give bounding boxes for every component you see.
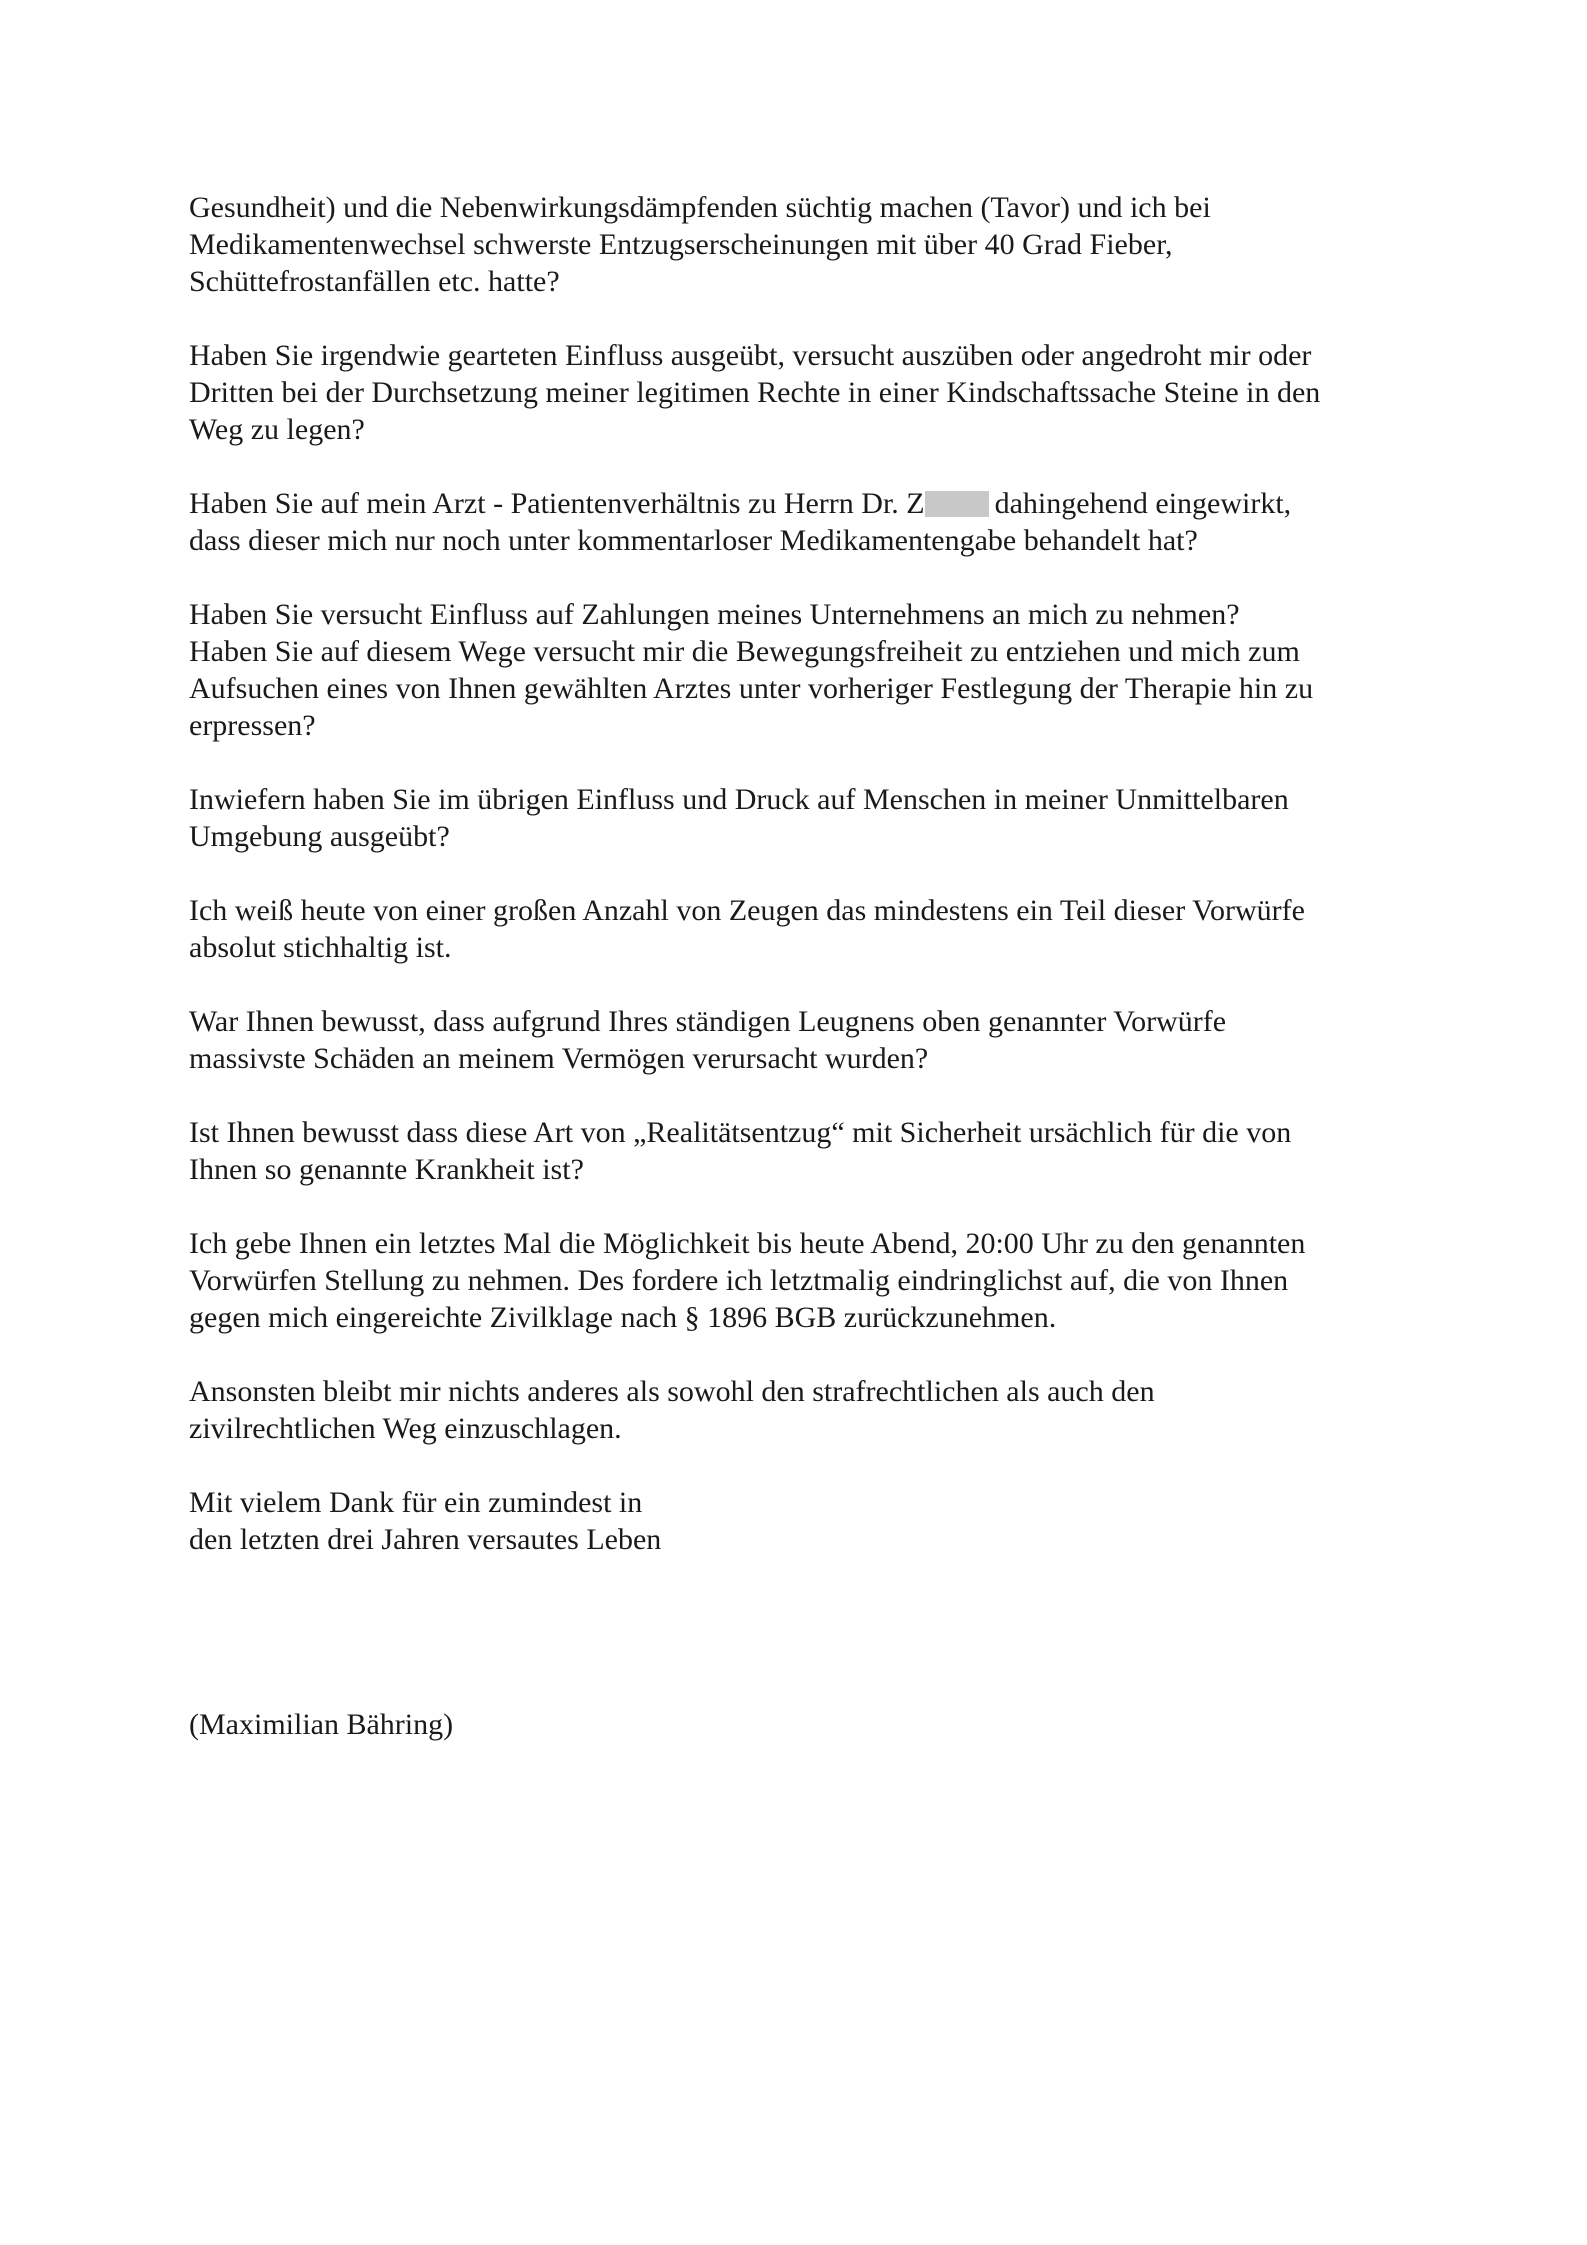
text-line: den letzten drei Jahren versautes Leben (189, 1523, 662, 1556)
text-line: Mit vielem Dank für ein zumindest in (189, 1486, 643, 1519)
text-line: Inwiefern haben Sie im übrigen Einfluss und Druck auf Menschen in meiner Unmittelbaren (189, 783, 1289, 816)
redaction-block (925, 491, 989, 517)
text-line: Aufsuchen eines von Ihnen gewählten Arztes unter vorheriger Festlegung der Therapie hin zu (189, 672, 1314, 705)
paragraph-deadline (189, 1225, 1419, 1336)
text-line: War Ihnen bewusst, dass aufgrund Ihres ständigen Leugnens oben genannter Vorwürfe (189, 1005, 1227, 1038)
signature-name (189, 1706, 1419, 1743)
paragraph-legal-action (189, 1373, 1419, 1447)
paragraph-side-effects (189, 189, 1419, 300)
text-line-with-redaction (189, 485, 1419, 522)
text-line: Ansonsten bleibt mir nichts anderes als sowohl den strafrechtlichen als auch den (189, 1375, 1155, 1408)
paragraph-damages (189, 1003, 1419, 1077)
closing-remark (189, 1484, 1419, 1558)
paragraph-pressure (189, 781, 1419, 855)
text-line: massivste Schäden an meinem Vermögen verursacht wurden? (189, 1042, 929, 1075)
letter-body (189, 189, 1419, 1780)
text-line: Gesundheit) und die Nebenwirkungsdämpfenden süchtig machen (Tavor) und ich bei (189, 191, 1211, 224)
paragraph-custody-influence (189, 337, 1419, 448)
text-line: Ist Ihnen bewusst dass diese Art von „Realitätsentzug“ mit Sicherheit ursächlich für die von (189, 1116, 1292, 1149)
text-line: Ich weiß heute von einer großen Anzahl von Zeugen das mindestens ein Teil dieser Vorwürfe (189, 894, 1305, 927)
text-line: Haben Sie versucht Einfluss auf Zahlungen meines Unternehmens an mich zu nehmen? (189, 598, 1240, 631)
text-line: Ich gebe Ihnen ein letztes Mal die Möglichkeit bis heute Abend, 20:00 Uhr zu den genannten (189, 1227, 1306, 1260)
text-line: (Maximilian Bähring) (189, 1708, 454, 1741)
text-line: Ihnen so genannte Krankheit ist? (189, 1153, 584, 1186)
text-line: Dritten bei der Durchsetzung meiner legitimen Rechte in einer Kindschaftssache Steine in den (189, 376, 1321, 409)
paragraph-reality-denial (189, 1114, 1419, 1188)
text-line: zivilrechtlichen Weg einzuschlagen. (189, 1412, 622, 1445)
text-line: Weg zu legen? (189, 413, 365, 446)
text-line: gegen mich eingereichte Zivilklage nach § 1896 BGB zurückzunehmen. (189, 1301, 1057, 1334)
text-line: Haben Sie irgendwie gearteten Einfluss ausgeübt, versucht auszüben oder angedroht mir oder (189, 339, 1312, 372)
paragraph-witnesses (189, 892, 1419, 966)
text-fragment: dahingehend eingewirkt, (994, 487, 1292, 520)
text-line: Umgebung ausgeübt? (189, 820, 450, 853)
text-line: Schüttefrostanfällen etc. hatte? (189, 265, 560, 298)
paragraph-payments (189, 596, 1419, 744)
text-line: Medikamentenwechsel schwerste Entzugserscheinungen mit über 40 Grad Fieber, (189, 228, 1173, 261)
text-line: dass dieser mich nur noch unter kommentarloser Medikamentengabe behandelt hat? (189, 524, 1198, 557)
text-line: erpressen? (189, 709, 316, 742)
text-line: absolut stichhaltig ist. (189, 931, 452, 964)
signature-spacer (189, 1595, 1419, 1706)
text-fragment: Haben Sie auf mein Arzt - Patientenverhältnis zu Herrn Dr. Z (189, 487, 925, 520)
paragraph-doctor-relationship (189, 485, 1419, 559)
text-line: Vorwürfen Stellung zu nehmen. Des fordere ich letztmalig eindringlichst auf, die von Ihnen (189, 1264, 1289, 1297)
text-line: Haben Sie auf diesem Wege versucht mir die Bewegungsfreiheit zu entziehen und mich zum (189, 635, 1300, 668)
